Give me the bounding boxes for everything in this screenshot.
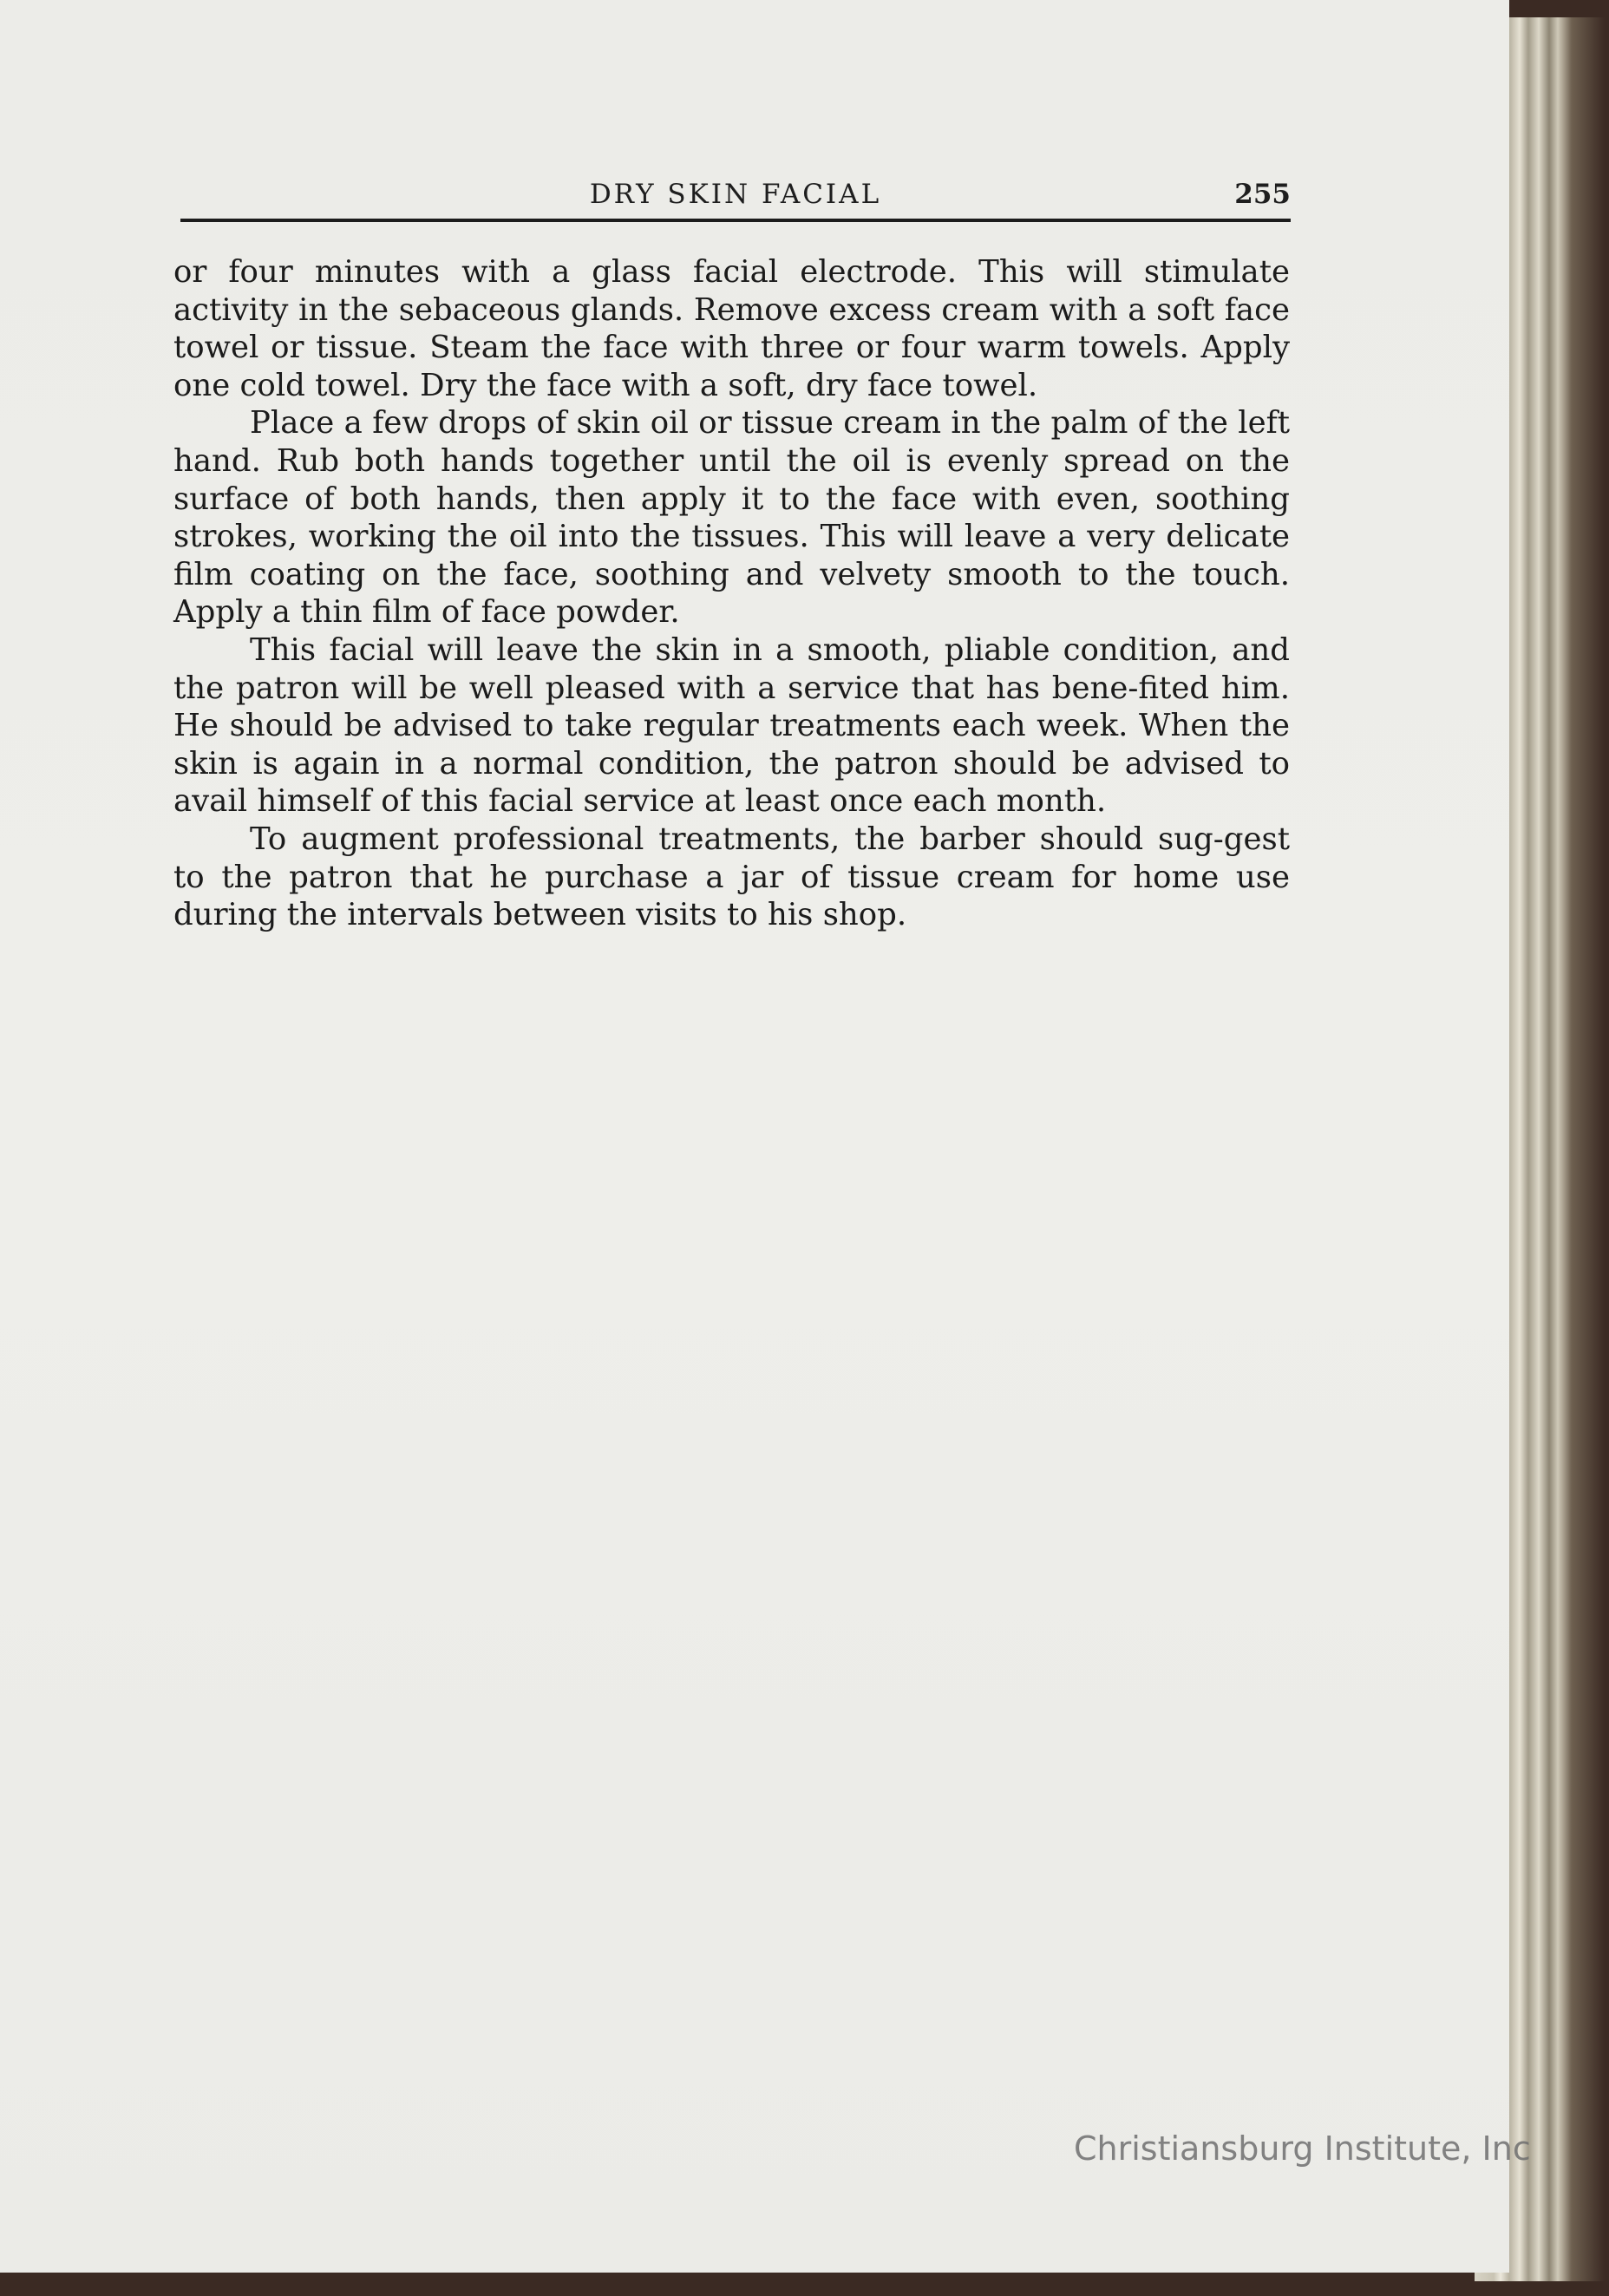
running-title: DRY SKIN FACIAL xyxy=(589,179,882,210)
page-number: 255 xyxy=(1234,179,1291,210)
body-text xyxy=(173,253,1290,934)
paragraph-continued: or four minutes with a glass facial electrode. This will stimulate activity in the sebaceous glands. Remove excess cream with a soft face towel or tissue. Steam the face with three or four warm towels. Apply one cold towel. Dry the face with a soft, dry face towel. xyxy=(173,254,1290,403)
paragraph-skin-oil: Place a few drops of skin oil or tissue cream in the palm of the left hand. Rub both hands together until the oil is evenly spread on the surface of both hands, then apply it to the face with even, soothing strokes, working the oil into the tissues. This will leave a very delicate film coating on the face, soothing and velvety smooth to the touch. Apply a thin film of face powder. xyxy=(173,405,1290,631)
paragraph-facial-result: This facial will leave the skin in a smooth, pliable condition, and the patron will be well pleased with a service that has bene-fited him. He should be advised to take regular treatments each week. When the skin is again in a normal condition, the patron should be advised to avail himself of this facial service at least once each month. xyxy=(173,631,1290,820)
watermark-text: Christiansburg Institute, Inc xyxy=(1074,2129,1531,2168)
paragraph-home-use: To augment professional treatments, the barber should sug-gest to the patron that he purchase a jar of tissue cream for home use during the intervals between visits to his shop. xyxy=(173,821,1290,933)
running-header xyxy=(180,177,1291,222)
